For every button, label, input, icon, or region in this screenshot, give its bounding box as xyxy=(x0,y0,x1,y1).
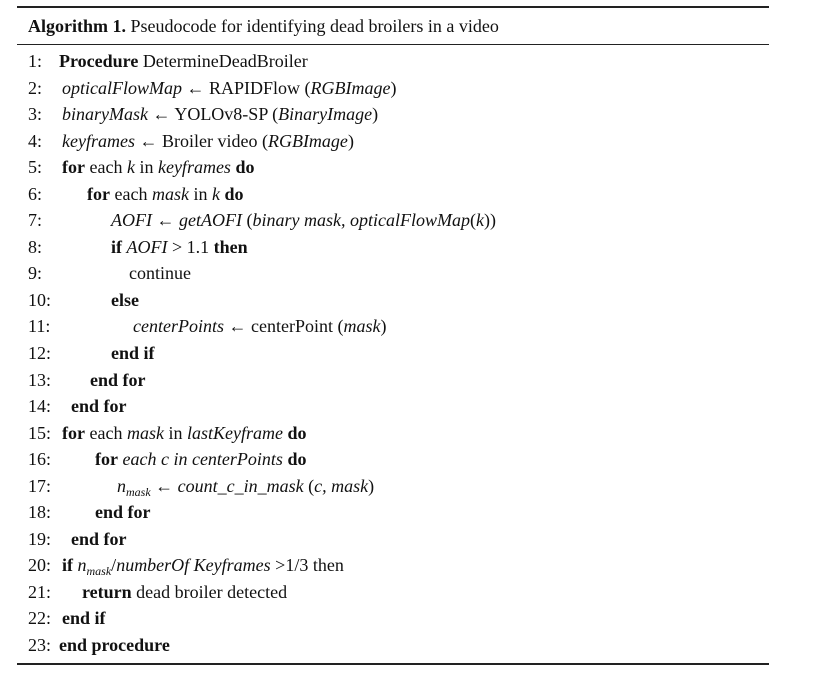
code-text: ( xyxy=(303,475,315,496)
variable: keyframes xyxy=(62,130,135,151)
code-line xyxy=(17,260,769,287)
line-number: 1: xyxy=(28,51,43,71)
code-text: ← xyxy=(150,475,178,496)
variable: k xyxy=(475,210,484,231)
line-number: 12: xyxy=(28,343,52,364)
keyword: do xyxy=(235,157,255,178)
keyword: for xyxy=(95,449,118,470)
code-text: >1/3 then xyxy=(270,555,344,576)
line-code xyxy=(62,75,397,102)
variable: mask xyxy=(343,316,381,337)
line-code xyxy=(87,181,243,208)
code-text: dead broiler detected xyxy=(131,581,288,602)
variable: getAOFI xyxy=(178,210,242,231)
line-number: 20: xyxy=(28,555,52,576)
variable: mask xyxy=(126,422,164,443)
code-text: ← RAPIDFlow ( xyxy=(182,77,311,98)
variable: n xyxy=(117,475,126,496)
keyword: for xyxy=(62,422,85,443)
line-number: 9: xyxy=(28,263,43,284)
variable: lastKeyframe xyxy=(186,422,283,443)
variable: AOFI xyxy=(111,210,152,231)
code-line xyxy=(17,552,769,579)
line-number: 3: xyxy=(28,104,43,125)
code-text: / xyxy=(111,555,117,576)
line-code xyxy=(90,367,146,394)
line-number: 17: xyxy=(28,475,52,496)
algorithm-block xyxy=(17,6,769,665)
variable: c, mask xyxy=(314,475,369,496)
code-text: ( xyxy=(469,210,476,231)
code-line xyxy=(17,154,769,181)
code-text: ( xyxy=(241,210,253,231)
line-number: 21: xyxy=(28,581,52,602)
code-text: each xyxy=(84,157,127,178)
line-code xyxy=(62,128,354,155)
code-text: each xyxy=(84,422,127,443)
variable: numberOf Keyframes xyxy=(116,555,271,576)
line-number: 14: xyxy=(28,396,52,417)
line-number: 11: xyxy=(28,316,51,337)
code-line xyxy=(17,420,769,447)
line-code xyxy=(59,632,170,659)
keyword: then xyxy=(213,236,248,257)
caption-text: Pseudocode for identifying dead broilers in a video xyxy=(126,16,499,36)
line-code xyxy=(129,260,191,287)
variable: binary mask, opticalFlowMap xyxy=(252,210,470,231)
code-line xyxy=(17,473,769,500)
line-number: 8: xyxy=(28,236,43,257)
code-line xyxy=(17,367,769,394)
keyword: for xyxy=(87,183,110,204)
code-text: ) xyxy=(380,316,387,337)
line-number: 5: xyxy=(28,157,43,178)
keyword: end for xyxy=(95,502,151,523)
variable: mask xyxy=(151,183,189,204)
variable: centerPoints xyxy=(133,316,224,337)
line-code xyxy=(71,393,127,420)
line-number: 19: xyxy=(28,528,52,549)
variable: each c in centerPoints xyxy=(122,449,283,470)
code-text: ← centerPoint ( xyxy=(223,316,344,337)
line-number: 16: xyxy=(28,449,52,470)
keyword: end if xyxy=(62,608,106,629)
line-number: 15: xyxy=(28,422,52,443)
line-code xyxy=(82,579,287,606)
code-line xyxy=(17,632,769,659)
line-code xyxy=(111,287,139,314)
code-text: ← xyxy=(151,210,179,231)
line-number: 13: xyxy=(28,369,52,390)
line-code xyxy=(71,526,127,553)
line-number: 18: xyxy=(28,502,52,523)
code-text: ) xyxy=(372,104,379,125)
line-number: 23: xyxy=(28,635,52,656)
line-code xyxy=(95,446,306,473)
line-code xyxy=(62,420,306,447)
keyword: for xyxy=(62,157,85,178)
variable: AOFI xyxy=(126,236,168,257)
code-text: in xyxy=(163,422,187,443)
line-number: 6: xyxy=(28,183,43,204)
line-code xyxy=(95,499,151,526)
line-number: 10: xyxy=(28,289,52,310)
keyword: end for xyxy=(71,528,127,549)
line-code xyxy=(62,605,106,632)
code-text: ← Broiler video ( xyxy=(134,130,268,151)
variable: k xyxy=(211,183,220,204)
code-text: continue xyxy=(129,263,191,284)
code-text: each xyxy=(109,183,152,204)
variable: count_c_in_mask xyxy=(177,475,304,496)
keyword: Procedure xyxy=(59,51,139,71)
code-line xyxy=(17,128,769,155)
line-code xyxy=(62,154,254,181)
code-text: DetermineDeadBroiler xyxy=(138,51,308,71)
caption-label: Algorithm 1. xyxy=(28,16,126,36)
bottom-rule xyxy=(17,663,769,665)
pseudocode-lines xyxy=(17,45,769,663)
keyword: else xyxy=(111,289,139,310)
code-text: )) xyxy=(483,210,496,231)
code-line xyxy=(17,75,769,102)
code-text: ) xyxy=(368,475,375,496)
line-number: 4: xyxy=(28,130,43,151)
subscript: mask xyxy=(126,484,151,499)
code-text: ← YOLOv8-SP ( xyxy=(147,104,279,125)
algorithm-caption xyxy=(17,8,769,44)
code-line xyxy=(17,499,769,526)
code-line xyxy=(17,446,769,473)
code-line xyxy=(17,181,769,208)
variable: k xyxy=(126,157,135,178)
keyword: end for xyxy=(90,369,146,390)
variable: BinaryImage xyxy=(278,104,373,125)
code-text: in xyxy=(134,157,158,178)
line-number: 7: xyxy=(28,210,43,231)
line-code xyxy=(62,101,378,128)
line-code xyxy=(111,340,155,367)
line-code xyxy=(111,234,248,261)
variable: keyframes xyxy=(157,157,231,178)
code-text: > 1.1 xyxy=(167,236,214,257)
variable: RGBImage xyxy=(267,130,348,151)
line-code xyxy=(133,313,386,340)
keyword: do xyxy=(224,183,244,204)
line-code xyxy=(111,207,496,234)
line-code xyxy=(62,552,344,579)
variable: RGBImage xyxy=(310,77,391,98)
keyword: do xyxy=(287,422,307,443)
code-line xyxy=(17,48,769,75)
keyword: if xyxy=(111,236,122,257)
line-code xyxy=(117,473,374,500)
keyword: do xyxy=(287,449,307,470)
keyword: end for xyxy=(71,396,127,417)
code-line xyxy=(17,234,769,261)
code-line xyxy=(17,101,769,128)
subscript: mask xyxy=(86,564,112,579)
variable: binaryMask xyxy=(62,104,148,125)
line-number: 22: xyxy=(28,608,52,629)
code-line xyxy=(17,287,769,314)
code-text: ) xyxy=(390,77,397,98)
keyword: end procedure xyxy=(59,635,170,656)
code-text: ) xyxy=(347,130,354,151)
line-code xyxy=(59,48,308,75)
variable: n xyxy=(77,555,87,576)
code-line xyxy=(17,579,769,606)
keyword: end if xyxy=(111,343,155,364)
code-line xyxy=(17,393,769,420)
keyword: return xyxy=(82,581,132,602)
code-text: in xyxy=(188,183,212,204)
variable: opticalFlowMap xyxy=(62,77,182,98)
keyword: if xyxy=(62,555,73,576)
code-line xyxy=(17,340,769,367)
code-line xyxy=(17,526,769,553)
code-line xyxy=(17,605,769,632)
code-line xyxy=(17,313,769,340)
code-line xyxy=(17,207,769,234)
line-number: 2: xyxy=(28,77,43,98)
